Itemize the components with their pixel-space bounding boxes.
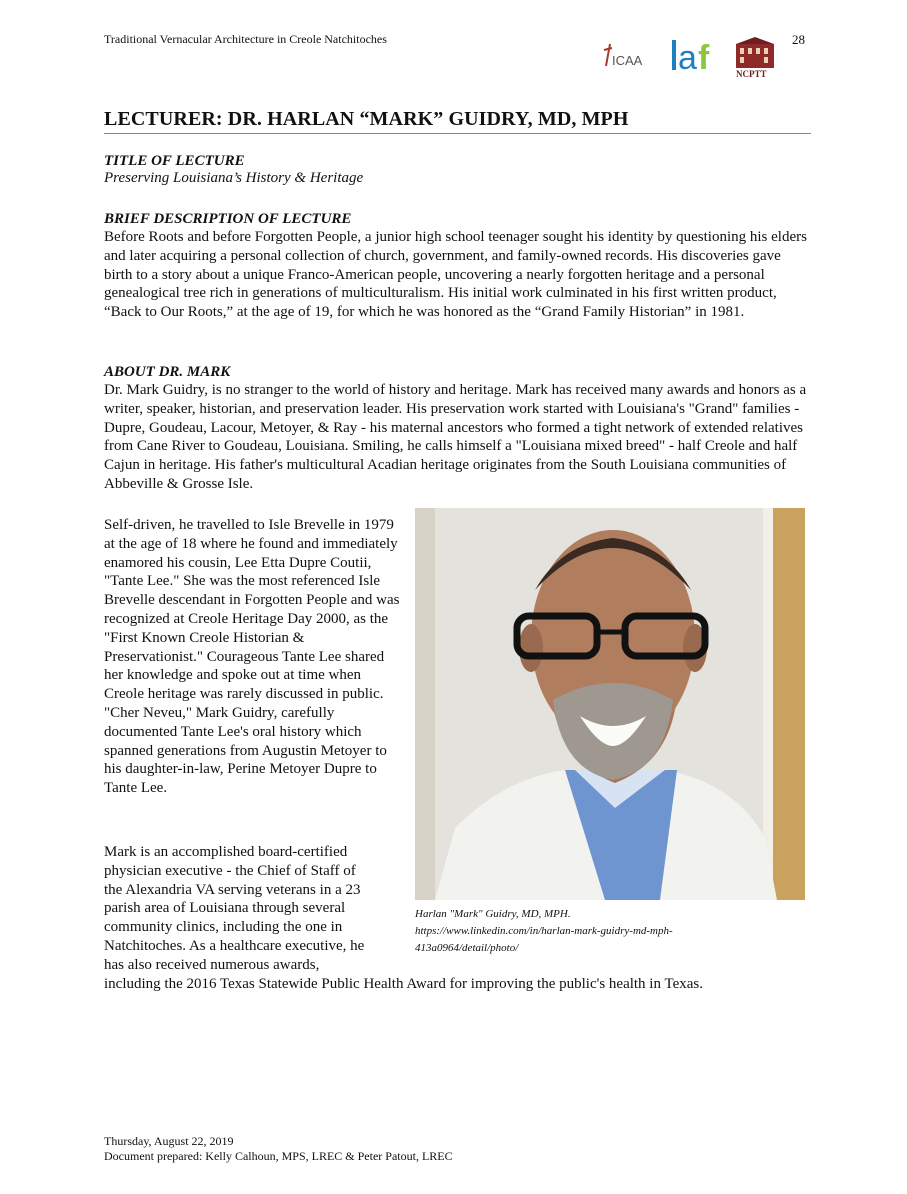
text-line: physician executive - the Chief of Staff of [104, 862, 356, 879]
caption-name: Harlan "Mark" Guidry, MD, MPH. [415, 908, 571, 920]
about-paragraph-2: Self-driven, he travelled to Isle Brevelle in 1979 at the age of 18 where he found and immediately enamored his cousin, Lee Etta Dupre Coutii, "Tante Lee." She was the most referenced Isle Brevelle descendant in Forgotten People and was recognized at Creole Heritage Day 2000, as the "First Known Creole Historian & Preservationist." Courageous Tante Lee shared her knowledge and spoke out at time when Creole heritage was rarely discussed in public. "Cher Neveu," Mark Guidry, carefully documented Tante Lee's oral history which spanned generations from Augustin Metoyer to his daughter-in-law, Perine Metoyer Dupre to Tante Lee. [104, 517, 400, 797]
photo-caption [415, 906, 755, 957]
text-line: parish area of Louisiana through several [104, 900, 346, 917]
lecture-title-section [104, 153, 363, 187]
text-line: including the 2016 Texas Statewide Public Health Award for improving the public's health in Texas. [104, 975, 703, 992]
svg-text:f: f [698, 39, 710, 77]
text-line: Mark is an accomplished board-certified [104, 844, 348, 860]
svg-text:NCPTT: NCPTT [736, 69, 767, 79]
about-paragraph-1: Dr. Mark Guidry, is no stranger to the world of history and heritage. Mark has received many awards and honors as a writer, speaker, historian, and preservation leader. His preservation work started with Louisiana's "Grand" families - Dupre, Goudeau, Lacour, Metoyer, & Ray - his maternal ancestors who formed a tight network of extended relatives from Cane River to Goudeau, Louisiana. Smiling, he calls himself a "Louisiana mixed breed" - half Creole and half Cajun in heritage. His father's multicultural Acadian heritage originates from the South Louisiana communities of Abbeville & Grosse Isle. [104, 382, 807, 492]
description-heading: BRIEF DESCRIPTION OF LECTURE [104, 211, 352, 227]
lecture-title-heading: TITLE OF LECTURE [104, 153, 245, 169]
text-line: the Alexandria VA serving veterans in a 23 [104, 881, 361, 898]
page-title: LECTURER: DR. HARLAN “MARK” GUIDRY, MD, MPH [104, 108, 629, 130]
text-line: Natchitoches. As a healthcare executive, he [104, 937, 365, 954]
description-text: Before Roots and before Forgotten People, a junior high school teenager sought his identity by questioning his elders and later acquiring a personal collection of church, government, and family-owned records. His discoveries gave birth to a story about a unique Franco-American people, uncovering a nearly forgotten heritage and a personal genealogical tree rich in generations of multiculturalism. His initial work culminated in his first written product, “Back to Our Roots,” at the age of 19, for which he was honored as the “Grand Family Historian” in 1981. [104, 229, 807, 321]
icaa-logo [604, 44, 643, 68]
lecture-title: Preserving Louisiana’s History & Heritage [104, 170, 364, 186]
about-heading: ABOUT DR. MARK [104, 364, 231, 380]
page-number: 28 [792, 32, 805, 47]
caption-url: https://www.linkedin.com/in/harlan-mark-guidry-md-mph-413a0964/detail/photo/ [415, 925, 673, 954]
text-line: has also received numerous awards, [104, 956, 320, 973]
laf-logo [672, 39, 710, 77]
description-section [104, 211, 812, 322]
running-header: Traditional Vernacular Architecture in Creole Natchitoches [104, 32, 387, 46]
title-rule [104, 133, 811, 134]
sponsor-logos [600, 36, 800, 80]
svg-text:ICAA: ICAA [612, 53, 643, 68]
footer [104, 1134, 453, 1164]
footer-date: Thursday, August 22, 2019 [104, 1134, 234, 1148]
svg-text:a: a [678, 39, 697, 77]
footer-prepared-by: Document prepared: Kelly Calhoun, MPS, LREC & Peter Patout, LREC [104, 1149, 453, 1163]
text-line: community clinics, including the one in [104, 919, 343, 936]
lecturer-photo [415, 508, 805, 900]
about-section [104, 364, 812, 494]
ncptt-logo [736, 37, 774, 79]
